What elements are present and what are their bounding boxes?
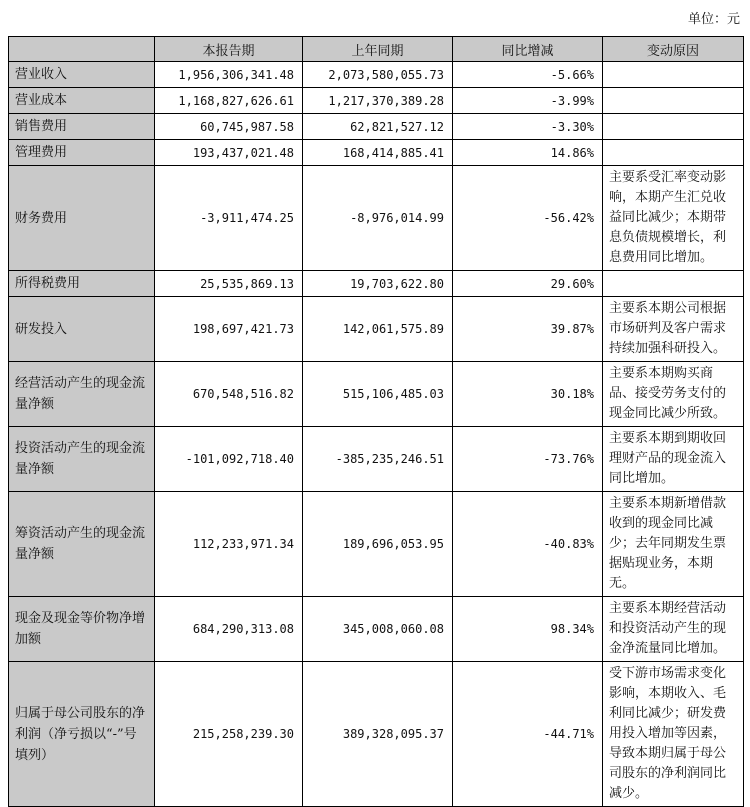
change-percent: -56.42% bbox=[453, 166, 603, 271]
table-row bbox=[9, 140, 744, 166]
current-value: 25,535,869.13 bbox=[155, 271, 303, 297]
table-row bbox=[9, 492, 744, 597]
change-percent: -3.30% bbox=[453, 114, 603, 140]
change-reason: 主要系本期公司根据市场研判及客户需求持续加强科研投入。 bbox=[603, 297, 744, 362]
current-value: 60,745,987.58 bbox=[155, 114, 303, 140]
financial-change-table bbox=[8, 36, 744, 807]
change-percent: 98.34% bbox=[453, 597, 603, 662]
table-row bbox=[9, 271, 744, 297]
change-percent: -44.71% bbox=[453, 662, 603, 807]
header-current-period: 本报告期 bbox=[155, 37, 303, 62]
change-reason: 主要系本期经营活动和投资活动产生的现金净流量同比增加。 bbox=[603, 597, 744, 662]
change-reason: 主要系本期新增借款收到的现金同比减少；去年同期发生票据贴现业务，本期无。 bbox=[603, 492, 744, 597]
row-label: 管理费用 bbox=[9, 140, 155, 166]
current-value: 112,233,971.34 bbox=[155, 492, 303, 597]
header-yoy-change: 同比增减 bbox=[453, 37, 603, 62]
row-label: 归属于母公司股东的净利润（净亏损以“-”号填列） bbox=[9, 662, 155, 807]
change-reason bbox=[603, 88, 744, 114]
table-row bbox=[9, 62, 744, 88]
row-label: 投资活动产生的现金流量净额 bbox=[9, 427, 155, 492]
row-label: 经营活动产生的现金流量净额 bbox=[9, 362, 155, 427]
table-row bbox=[9, 427, 744, 492]
prior-value: 142,061,575.89 bbox=[303, 297, 453, 362]
change-reason: 主要系本期购买商品、接受劳务支付的现金同比减少所致。 bbox=[603, 362, 744, 427]
change-reason: 受下游市场需求变化影响，本期收入、毛利同比减少；研发费用投入增加等因素，导致本期归属于母公司股东的净利润同比减少。 bbox=[603, 662, 744, 807]
prior-value: -8,976,014.99 bbox=[303, 166, 453, 271]
current-value: 684,290,313.08 bbox=[155, 597, 303, 662]
row-label: 销售费用 bbox=[9, 114, 155, 140]
prior-value: 62,821,527.12 bbox=[303, 114, 453, 140]
current-value: 1,168,827,626.61 bbox=[155, 88, 303, 114]
table-row bbox=[9, 166, 744, 271]
change-reason: 主要系受汇率变动影响，本期产生汇兑收益同比减少；本期带息负债规模增长，利息费用同比增加。 bbox=[603, 166, 744, 271]
change-percent: 30.18% bbox=[453, 362, 603, 427]
prior-value: -385,235,246.51 bbox=[303, 427, 453, 492]
header-blank bbox=[9, 37, 155, 62]
change-percent: 14.86% bbox=[453, 140, 603, 166]
table-row bbox=[9, 362, 744, 427]
prior-value: 168,414,885.41 bbox=[303, 140, 453, 166]
row-label: 筹资活动产生的现金流量净额 bbox=[9, 492, 155, 597]
prior-value: 345,008,060.08 bbox=[303, 597, 453, 662]
change-reason bbox=[603, 62, 744, 88]
current-value: -3,911,474.25 bbox=[155, 166, 303, 271]
change-reason: 主要系本期到期收回理财产品的现金流入同比增加。 bbox=[603, 427, 744, 492]
table-row bbox=[9, 662, 744, 807]
change-percent: -73.76% bbox=[453, 427, 603, 492]
prior-value: 19,703,622.80 bbox=[303, 271, 453, 297]
row-label: 财务费用 bbox=[9, 166, 155, 271]
unit-label: 单位：元 bbox=[687, 12, 740, 27]
change-percent: -3.99% bbox=[453, 88, 603, 114]
current-value: 670,548,516.82 bbox=[155, 362, 303, 427]
change-percent: -40.83% bbox=[453, 492, 603, 597]
prior-value: 515,106,485.03 bbox=[303, 362, 453, 427]
change-percent: 39.87% bbox=[453, 297, 603, 362]
header-prior-period: 上年同期 bbox=[303, 37, 453, 62]
change-reason bbox=[603, 114, 744, 140]
row-label: 研发投入 bbox=[9, 297, 155, 362]
current-value: 215,258,239.30 bbox=[155, 662, 303, 807]
prior-value: 1,217,370,389.28 bbox=[303, 88, 453, 114]
table-row bbox=[9, 114, 744, 140]
current-value: -101,092,718.40 bbox=[155, 427, 303, 492]
header-change-reason: 变动原因 bbox=[603, 37, 744, 62]
current-value: 198,697,421.73 bbox=[155, 297, 303, 362]
prior-value: 2,073,580,055.73 bbox=[303, 62, 453, 88]
table-header-row bbox=[9, 37, 744, 62]
row-label: 现金及现金等价物净增加额 bbox=[9, 597, 155, 662]
prior-value: 389,328,095.37 bbox=[303, 662, 453, 807]
current-value: 193,437,021.48 bbox=[155, 140, 303, 166]
prior-value: 189,696,053.95 bbox=[303, 492, 453, 597]
table-row bbox=[9, 88, 744, 114]
change-reason bbox=[603, 140, 744, 166]
change-reason bbox=[603, 271, 744, 297]
table-row bbox=[9, 297, 744, 362]
change-percent: 29.60% bbox=[453, 271, 603, 297]
row-label: 营业成本 bbox=[9, 88, 155, 114]
change-percent: -5.66% bbox=[453, 62, 603, 88]
table-row bbox=[9, 597, 744, 662]
current-value: 1,956,306,341.48 bbox=[155, 62, 303, 88]
row-label: 所得税费用 bbox=[9, 271, 155, 297]
row-label: 营业收入 bbox=[9, 62, 155, 88]
